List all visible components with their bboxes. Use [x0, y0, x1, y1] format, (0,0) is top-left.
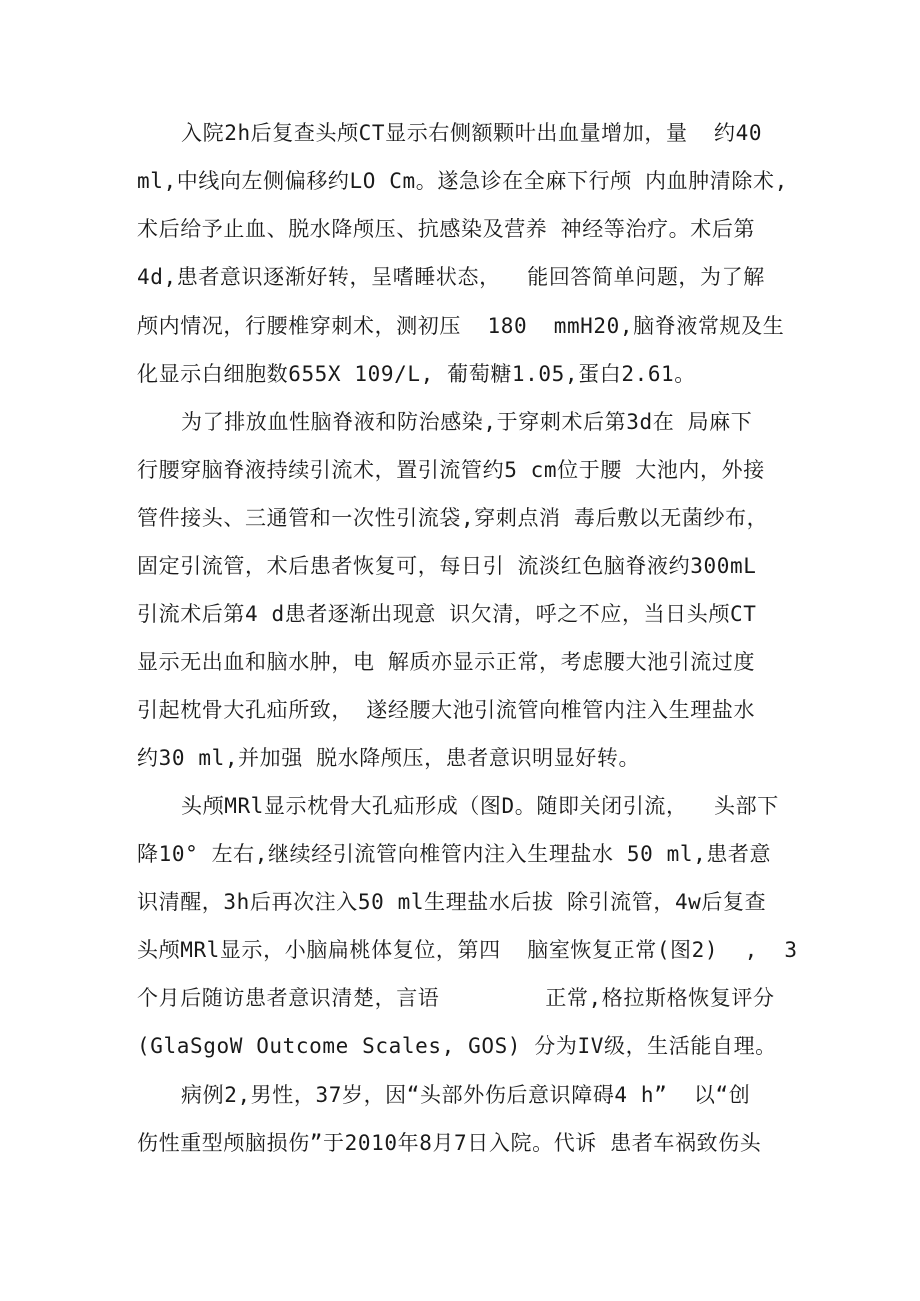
paragraph-3-line-1: 头颅MRl显示枕骨大孔疝形成（图D。随即关闭引流， 头部下 — [181, 794, 779, 818]
paragraph-1-line-1: 入院2h后复查头颅CT显示右侧额颗叶出血量增加，量 约40 — [181, 121, 763, 145]
paragraph-3-line-6: (GlaSgoW Outcome Scales, GOS) 分为IV级，生活能自理。 — [137, 1034, 777, 1058]
paragraph-2-line-1: 为了排放血性脑脊液和防治感染,于穿刺术后第3d在 局麻下 — [181, 410, 753, 434]
paragraph-3-line-3: 识清醒，3h后再次注入50 ml生理盐水后拔 除引流管，4w后复查 — [137, 890, 767, 914]
paragraph-2-line-8: 约30 ml,并加强 脱水降颅压，患者意识明显好转。 — [137, 746, 641, 770]
paragraph-3-line-4: 头颅MRl显示，小脑扁桃体复位，第四 脑室恢复正常(图2) , 3 — [137, 938, 798, 962]
paragraph-1-line-5: 颅内情况，行腰椎穿刺术，测初压 180 mmH20,脑脊液常规及生 — [137, 314, 785, 338]
paragraph-1-line-3: 术后给予止血、脱水降颅压、抗感染及营养 神经等治疗。术后第 — [137, 217, 756, 241]
paragraph-2-line-6: 显示无出血和脑水肿，电 解质亦显示正常，考虑腰大池引流过度 — [137, 650, 756, 674]
paragraph-1-line-2: ml,中线向左侧偏移约LO Cm。遂急诊在全麻下行颅 内血肿清除术, — [137, 169, 788, 193]
paragraph-2-line-4: 固定引流管，术后患者恢复可，每日引 流淡红色脑脊液约300mL — [137, 554, 757, 578]
paragraph-2-line-5: 引流术后第4 d患者逐渐出现意 识欠清，呼之不应，当日头颅CT — [137, 602, 757, 626]
paragraph-1-line-6: 化显示白细胞数655X 109/L, 葡萄糖1.05,蛋白2.61。 — [137, 362, 696, 386]
paragraph-2-line-2: 行腰穿脑脊液持续引流术，置引流管约5 cm位于腰 大池内，外接 — [137, 458, 765, 482]
paragraph-1-line-4: 4d,患者意识逐渐好转，呈嗜睡状态， 能回答简单问题，为了解 — [137, 265, 765, 289]
paragraph-2-line-7: 引起枕骨大孔疝所致， 遂经腰大池引流管向椎管内注入生理盐水 — [137, 698, 756, 722]
paragraph-4-line-1: 病例2,男性，37岁，因“头部外伤后意识障碍4 h” 以“创 — [181, 1083, 751, 1107]
paragraph-3-line-2: 降10° 左右,继续经引流管向椎管内注入生理盐水 50 ml,患者意 — [137, 842, 772, 866]
paragraph-4-line-2: 伤性重型颅脑损伤”于2010年8月7日入院。代诉 患者车祸致伤头 — [137, 1131, 762, 1155]
paragraph-3-line-5: 个月后随访患者意识清楚，言语 正常,格拉斯格恢复评分 — [137, 986, 775, 1010]
paragraph-2-line-3: 管件接头、三通管和一次性引流袋,穿刺点消 毒后敷以无菌纱布， — [137, 506, 769, 530]
